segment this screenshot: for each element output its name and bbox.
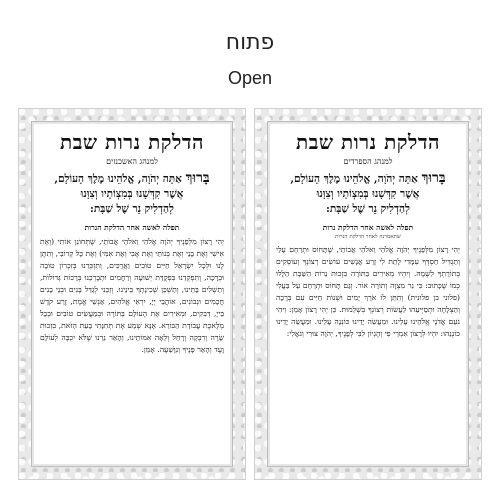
blessing-word: בָּרוּךְ bbox=[185, 170, 210, 186]
card-custom: למנהג הספרדים bbox=[343, 157, 393, 166]
card-title: הדלקת נרות שבת bbox=[60, 130, 204, 154]
card-sephardi bbox=[254, 108, 482, 480]
prayer-text: יְהִי רָצוֹן מִלְּפָנֶיךָ יְהֹוָה אֱלֹהַי וֵאלֹהֵי אֲבוֹתַי, שֶׁתָּחוֹס וּתְרַחֵם עָלַי וְתַגְדִּיל חַסְדְּךָ עִמָּדִי לָתֵת לִי זֶרַע אֲנָשִׁים עוֹשִׂים רְצוֹנְךָ וְעוֹסְקִים בְּתוֹרָתְךָ לִשְׁמָהּ. וְיִהְיוּ מְאִירִים בַּתּוֹרָה בִּזְכוּת נֵרוֹת הַשַּׁבָּת הַלָּלוּ כְּמוֹ שֶׁכָּתוּב: כִּי נֵר מִצְוָה וְתוֹרָה אוֹר. וְגַם תָּחוֹס וּתְרַחֵם עַל בַּעֲלִי (פלוני בן פלונית) וְתִתֵּן לוֹ אֹרֶךְ יָמִים וּשְׁנוֹת חַיִּים עִם בְּרָכָה וְהַצְלָחָה וּתְסַיְּיעֵהוּ לַעֲשׂוֹת רְצוֹנְךָ בִּשְׁלֵמוּת. כֵּן יְהִי רָצוֹן אָמֵן: וִיהִי נֹעַם אֲדֹנָי אֱלֹהֵינוּ עָלֵינוּ. וּמַעֲשֵׂה יָדֵינוּ כּוֹנְנָה עָלֵינוּ. וּמַעֲשֵׂה יָדֵינוּ כּוֹנְנֵהוּ: יִהְיוּ לְרָצוֹן אִמְרֵי פִי וְהֶגְיוֹן לִבִּי לְפָנֶיךָ, יְהֹוָה צוּרִי וְגֹאֲלִי: bbox=[276, 245, 460, 338]
card-inner bbox=[267, 121, 469, 467]
blessing-line2: אֲשֶׁר קִדְּשָׁנוּ בְּמִצְוֹתָיו וְצִוָּנוּ bbox=[80, 188, 184, 200]
card-title: הדלקת נרות שבת bbox=[296, 130, 440, 154]
heading-hebrew: פתוח bbox=[225, 30, 275, 55]
blessing-line3: לְהַדְלִיק נֵר שֶׁל שַׁבָּת: bbox=[326, 203, 410, 215]
blessing-line2: אֲשֶׁר קִדְּשָׁנוּ בְּמִצְוֹתָיו וְצִוָּנוּ bbox=[316, 188, 420, 200]
prayer-note: שתאמרנה לאחר הדלקת הנרות bbox=[335, 234, 401, 240]
card-inner bbox=[31, 121, 233, 467]
heading-english: Open bbox=[227, 68, 273, 88]
card-ashkenazi bbox=[18, 108, 246, 480]
cards-container bbox=[18, 108, 482, 480]
prayer-title: תפלה לאשה אחר הדלקת הנרות bbox=[84, 223, 180, 232]
card-custom: למנהג האשכנזים bbox=[106, 157, 158, 166]
blessing bbox=[276, 171, 460, 217]
blessing-line3: לְהַדְלִיק נֵר שֶׁל שַׁבָּת: bbox=[90, 203, 174, 215]
prayer-title: תפלה לאשה אחר הדלקת נרות bbox=[322, 223, 414, 232]
blessing-line1: אַתָּה יְהֹוָה, אֱלֹהֵינוּ מֶלֶךְ הָעוֹלָם, bbox=[290, 173, 418, 185]
blessing bbox=[40, 171, 224, 217]
blessing-line1: אַתָּה יְהֹוָה, אֱלֹהֵינוּ מֶלֶךְ הָעוֹלָם, bbox=[54, 173, 182, 185]
prayer-text: יְהִי רָצוֹן מִלְּפָנֶיךָ יְהֹוָה אֱלֹהַי וֵאלֹהֵי אֲבוֹתַי, שֶׁתְּחוֹנֵן אוֹתִי (וְאֶת אִישִׁי וְאֶת בָּנַי וְאֶת בְּנוֹתַי וְאֶת אָבִי וְאֶת אִמִּי) וְאֶת כָּל קְרוֹבַי, וְתִתֶּן לָנוּ וּלְכָל יִשְׂרָאֵל חַיִּים טוֹבִים וַאֲרֻכִּים, וְתִזְכְּרֵנוּ בְּזִכְרוֹן טוֹבָה וּבְרָכָה, וְתִפְקְדֵנוּ בִּפְקֻדַּת יְשׁוּעָה וְרַחֲמִים וּתְבָרְכֵנוּ בְּרָכוֹת גְּדוֹלוֹת, וְתַשְׁלִים בָּתֵּינוּ, וְתַשְׁכֵּן שְׁכִינָתְךָ בֵּינֵינוּ. וְזַכֵּנִי לְגַדֵּל בָּנִים וּבְנֵי בָנִים חֲכָמִים וּנְבוֹנִים, אוֹהֲבֵי יְיָ, יִרְאֵי אֱלֹהִים, אַנְשֵׁי אֱמֶת, זֶרַע קֹדֶשׁ בַּייָ, דְּבֵקִים, וּמְאִירִים אֶת הָעוֹלָם בַּתּוֹרָה וּבְמַעֲשִׂים טוֹבִים וּבְכָל מְלֶאכֶת עֲבוֹדַת הַבּוֹרֵא. אָנָּא שְׁמַע אֶת תְּחִנָּתִי בָּעֵת הַזֹּאת, בִּזְכוּת שָׂרָה וְרִבְקָה וְרָחֵל וְלֵאָה אִמּוֹתֵינוּ, וְהָאֵר נֵרֵנוּ שֶׁלֹּא יִכְבֶּה לְעוֹלָם וָעֶד וְהָאֵר פָּנֶיךָ וְנִוָּשֵׁעָה. אָמֵן. bbox=[40, 237, 224, 354]
blessing-word: בָּרוּךְ bbox=[421, 170, 446, 186]
